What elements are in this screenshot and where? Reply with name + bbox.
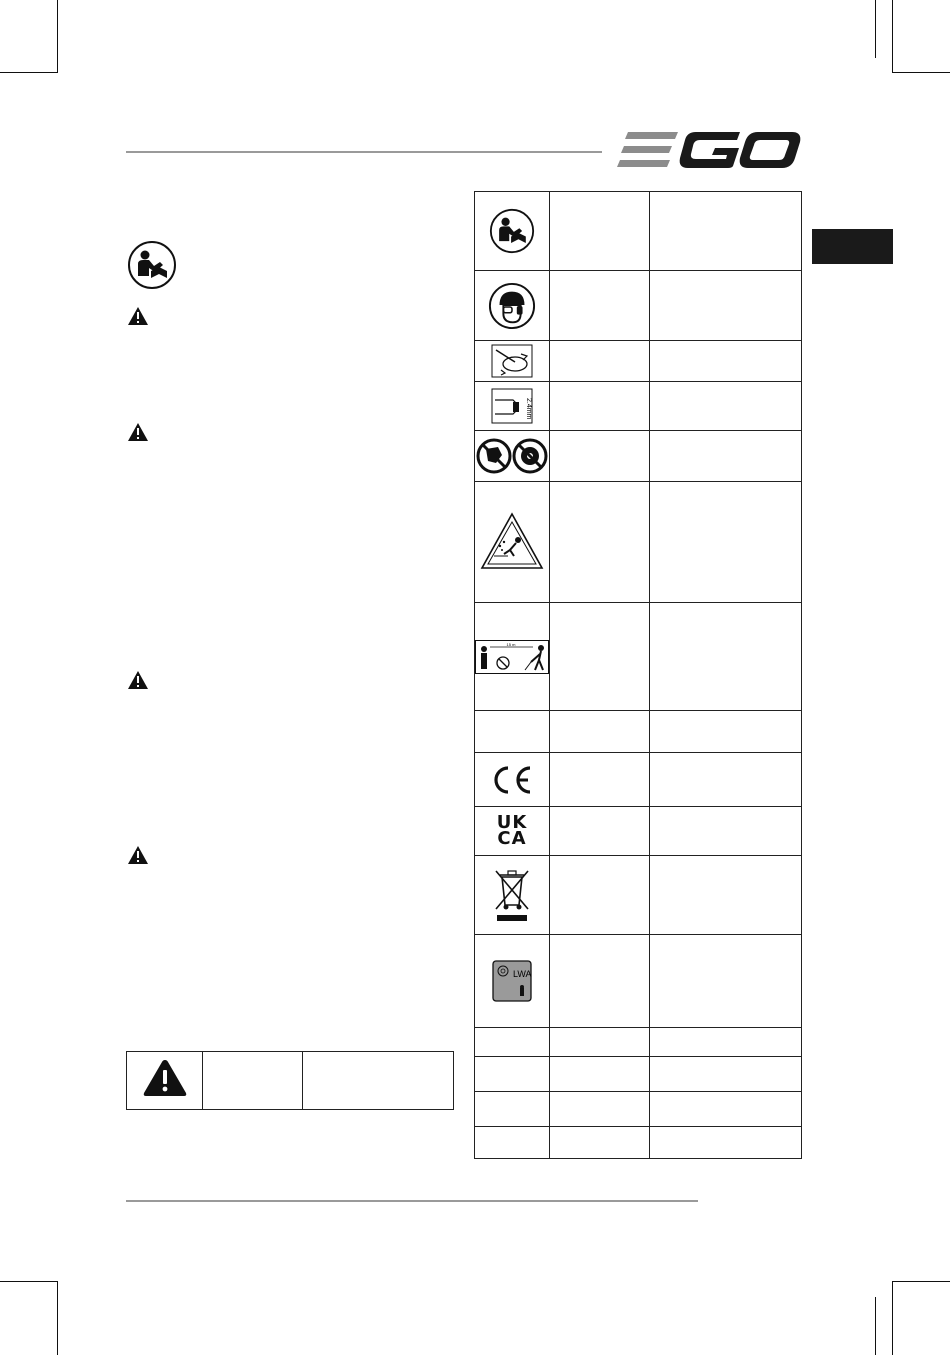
crop-mark xyxy=(0,1281,58,1282)
symbol-name-cell xyxy=(550,856,650,935)
keep-bystanders-15m-away-icon xyxy=(475,640,549,674)
symbol-name-cell xyxy=(550,1028,650,1057)
symbol-explanation-cell xyxy=(650,711,802,753)
symbol-explanation-cell xyxy=(650,192,802,271)
symbol-explanation-cell xyxy=(650,753,802,807)
symbol-explanation-cell xyxy=(650,271,802,341)
symbol-explanation-cell xyxy=(650,935,802,1028)
table-row xyxy=(475,1057,802,1092)
table-row xyxy=(475,482,802,603)
symbol-cell xyxy=(475,711,550,753)
symbol-explanation-cell xyxy=(650,341,802,382)
table-row xyxy=(475,1028,802,1057)
crop-mark xyxy=(0,72,58,73)
symbol-cell xyxy=(475,603,550,711)
warning-triangle-icon xyxy=(127,422,149,447)
table-row xyxy=(475,431,802,482)
table-row xyxy=(475,1092,802,1127)
sound-label: LWA xyxy=(513,969,532,979)
symbol-explanation-cell xyxy=(650,1127,802,1159)
symbol-cell xyxy=(475,1057,550,1092)
symbol-cell xyxy=(475,807,550,856)
warning-triangle-icon xyxy=(142,1058,188,1098)
table-row xyxy=(475,271,802,341)
symbol-explanation-cell xyxy=(650,1057,802,1092)
signal-word-cell xyxy=(203,1052,303,1110)
footer-rule xyxy=(126,1200,698,1202)
crop-mark xyxy=(875,0,876,58)
symbol-name-cell xyxy=(550,431,650,482)
crop-mark xyxy=(892,0,893,73)
table-row xyxy=(475,341,802,382)
symbol-cell xyxy=(475,856,550,935)
no-metal-blades-icon xyxy=(476,437,548,475)
crop-mark xyxy=(892,1281,950,1282)
ego-logo xyxy=(616,128,802,172)
signal-meaning-cell xyxy=(303,1052,454,1110)
symbol-name-cell xyxy=(550,1057,650,1092)
crop-mark xyxy=(892,72,950,73)
symbol-name-cell xyxy=(550,935,650,1028)
table-row xyxy=(475,382,802,431)
table-row xyxy=(475,603,802,711)
symbol-cell xyxy=(475,271,550,341)
read-manual-icon xyxy=(489,208,535,254)
sound-power-label-icon xyxy=(492,960,532,1002)
cutting-direction-icon xyxy=(491,344,533,378)
ukca-mark-icon xyxy=(475,812,549,849)
weee-crossed-bin-icon xyxy=(492,867,532,923)
symbol-table xyxy=(474,191,802,1159)
crop-mark xyxy=(875,1297,876,1355)
symbol-explanation-cell xyxy=(650,1028,802,1057)
symbol-explanation-cell xyxy=(650,382,802,431)
symbol-cell xyxy=(475,382,550,431)
symbol-name-cell xyxy=(550,807,650,856)
symbol-explanation-cell xyxy=(650,856,802,935)
symbol-explanation-cell xyxy=(650,807,802,856)
symbol-name-cell xyxy=(550,603,650,711)
symbol-cell xyxy=(475,192,550,271)
table-row xyxy=(475,1127,802,1159)
ukca-line-2: CA xyxy=(497,828,527,849)
symbol-explanation-cell xyxy=(650,482,802,603)
symbol-name-cell xyxy=(550,482,650,603)
warning-triangle-icon xyxy=(127,306,149,331)
symbol-cell xyxy=(475,482,550,603)
symbol-name-cell xyxy=(550,192,650,271)
ego-logo-icon xyxy=(616,128,802,172)
symbol-name-cell xyxy=(550,711,650,753)
header-rule xyxy=(126,151,602,153)
crop-mark xyxy=(57,1281,58,1355)
table-row xyxy=(475,711,802,753)
symbol-name-cell xyxy=(550,341,650,382)
table-row xyxy=(475,807,802,856)
signal-word-table xyxy=(126,1051,454,1110)
symbol-name-cell xyxy=(550,382,650,431)
symbol-cell xyxy=(475,753,550,807)
symbol-explanation-cell xyxy=(650,603,802,711)
table-row xyxy=(475,935,802,1028)
signal-word-icon-cell xyxy=(127,1052,203,1110)
table-row xyxy=(475,192,802,271)
symbol-cell xyxy=(475,1127,550,1159)
ukca-line-1: UK xyxy=(496,812,528,833)
read-manual-icon xyxy=(127,240,177,290)
symbol-name-cell xyxy=(550,1127,650,1159)
warning-triangle-icon xyxy=(127,845,149,870)
symbol-name-cell xyxy=(550,1092,650,1127)
language-tab-marker xyxy=(812,229,893,264)
warning-triangle-icon xyxy=(127,670,149,695)
crop-mark xyxy=(892,1281,893,1355)
symbol-cell xyxy=(475,935,550,1028)
line-label: 2.4mm xyxy=(525,398,532,420)
table-row xyxy=(475,856,802,935)
crop-mark xyxy=(57,0,58,73)
table-row xyxy=(475,753,802,807)
head-eye-ear-protection-icon xyxy=(488,282,536,330)
thrown-objects-warning-icon xyxy=(480,512,544,572)
symbol-explanation-cell xyxy=(650,431,802,482)
symbol-cell xyxy=(475,431,550,482)
ce-mark-icon xyxy=(490,764,534,796)
symbol-cell xyxy=(475,341,550,382)
distance-label: 15 m xyxy=(506,641,516,647)
symbol-explanation-cell xyxy=(650,1092,802,1127)
line-diameter-2-4mm-icon xyxy=(491,388,533,424)
symbol-name-cell xyxy=(550,271,650,341)
symbol-cell xyxy=(475,1028,550,1057)
symbol-name-cell xyxy=(550,753,650,807)
symbol-cell xyxy=(475,1092,550,1127)
